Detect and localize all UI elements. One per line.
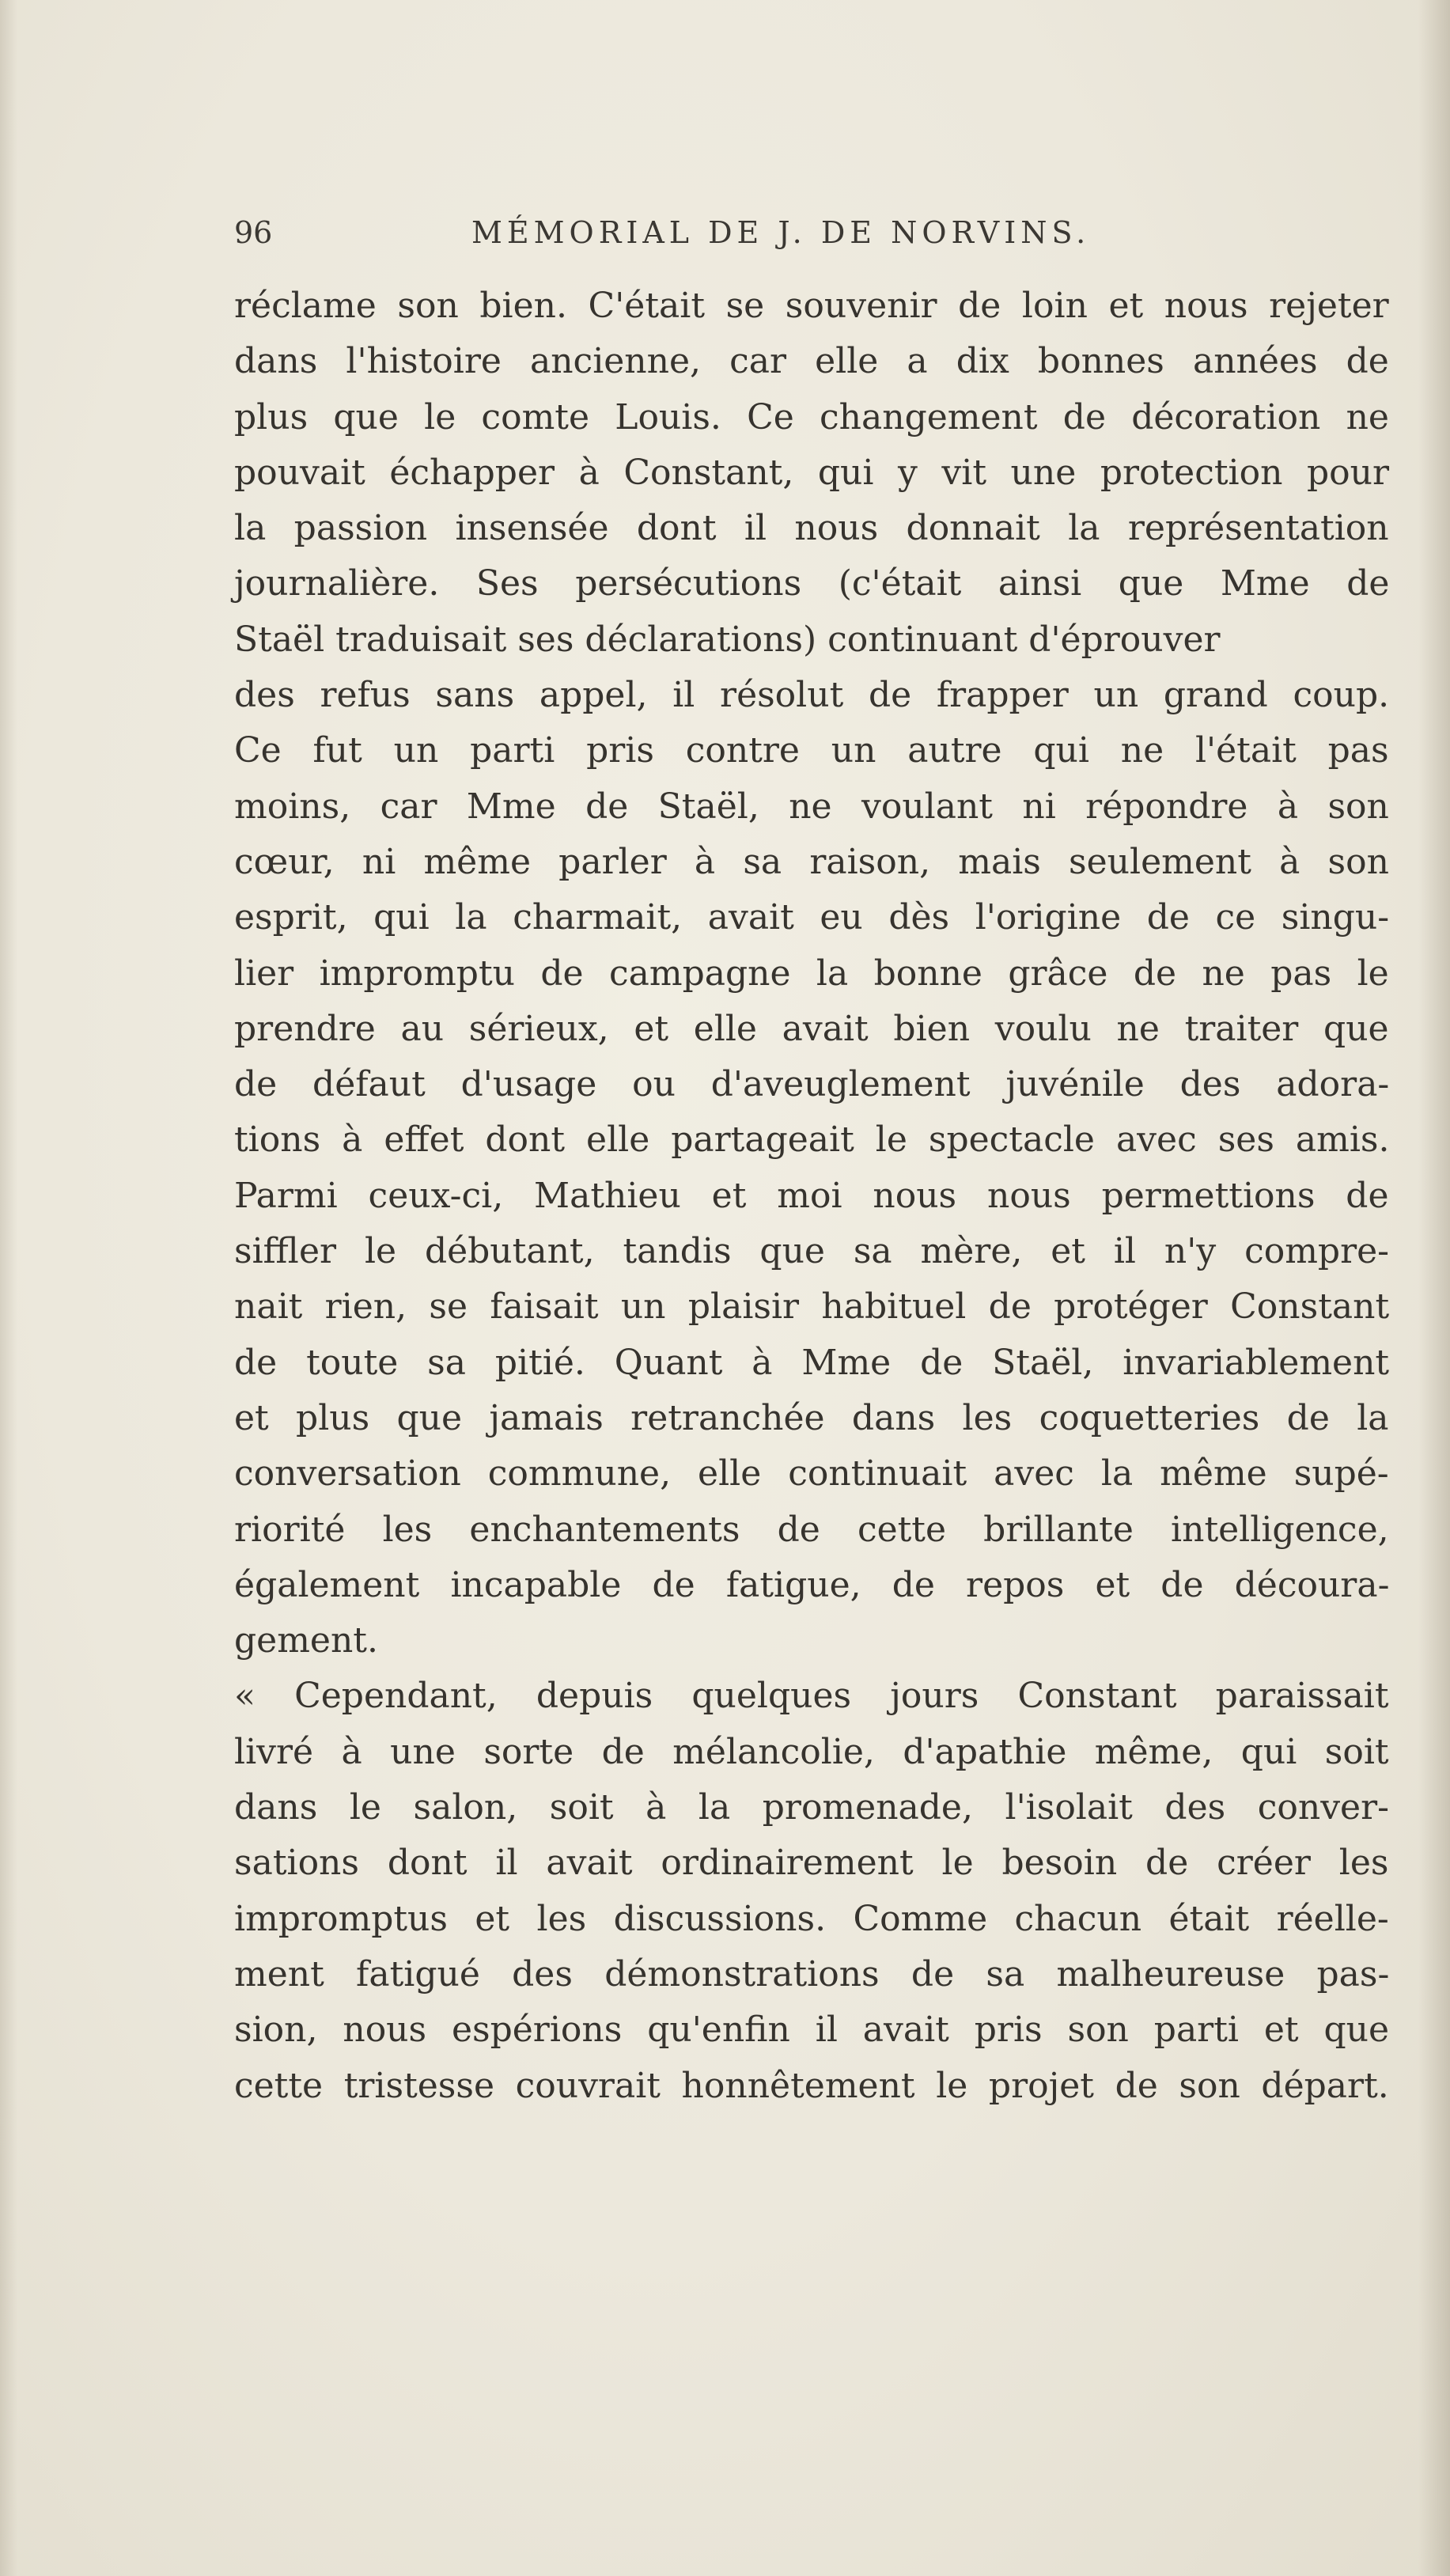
text-line: également incapable de fatigue, de repos et de découra-: [234, 1564, 1390, 1605]
text-line: et plus que jamais retranchée dans les coquetteries de la: [234, 1397, 1389, 1438]
text-line: journalière. Ses persécutions (c'était ainsi que Mme de: [234, 563, 1390, 604]
text-line: « Cependant, depuis quelques jours Constant paraissait: [234, 1676, 1389, 1717]
text-line: pouvait échapper à Constant, qui y vit une protection pour: [234, 452, 1390, 493]
page-right-shadow: [1418, 0, 1450, 2576]
text-line: moins, car Mme de Staël, ne voulant ni répondre à son: [234, 786, 1389, 827]
text-line: nait rien, se faisait un plaisir habituel de protéger Constant: [234, 1286, 1390, 1328]
text-line: la passion insensée dont il nous donnait la représentation: [234, 508, 1389, 549]
text-line: prendre au sérieux, et elle avait bien voulu ne traiter que: [234, 1008, 1389, 1049]
text-line: livré à une sorte de mélancolie, d'apathie même, qui soit: [234, 1731, 1389, 1772]
text-line: gement.: [234, 1620, 378, 1661]
page-header: [234, 215, 1152, 263]
text-line: riorité les enchantements de cette brillante intelligence,: [234, 1509, 1389, 1550]
text-line: de défaut d'usage ou d'aveuglement juvénile des adora-: [234, 1064, 1390, 1105]
text-line: impromptus et les discussions. Comme chacun était réelle-: [234, 1898, 1389, 1939]
text-line: cette tristesse couvrait honnêtement le projet de son départ.: [234, 2065, 1389, 2106]
text-line: Ce fut un parti pris contre un autre qui ne l'était pas: [234, 730, 1389, 771]
text-line: dans l'histoire ancienne, car elle a dix bonnes années de: [234, 341, 1389, 382]
text-line: cœur, ni même parler à sa raison, mais seulement à son: [234, 841, 1389, 882]
page-number: 96: [234, 215, 273, 250]
page-left-shadow: [0, 0, 17, 2576]
text-line: siffler le débutant, tandis que sa mère, et il n'y compre-: [234, 1231, 1390, 1272]
text-line: Parmi ceux-ci, Mathieu et moi nous nous permettions de: [234, 1175, 1389, 1216]
running-title: MÉMORIAL DE J. DE NORVINS.: [471, 215, 1091, 250]
text-line: sion, nous espérions qu'enfin il avait pris son parti et que: [234, 2010, 1390, 2051]
text-line: plus que le comte Louis. Ce changement de décoration ne: [234, 396, 1389, 438]
text-line: de toute sa pitié. Quant à Mme de Staël, invariablement: [234, 1342, 1390, 1383]
text-line: des refus sans appel, il résolut de frapper un grand coup.: [234, 675, 1390, 716]
text-line: dans le salon, soit à la promenade, l'isolait des conver-: [234, 1787, 1389, 1828]
body-text: [234, 278, 1421, 2114]
text-line: Staël traduisait ses déclarations) continuant d'éprouver: [234, 619, 1221, 660]
text-line: conversation commune, elle continuait avec la même supé-: [234, 1453, 1389, 1494]
text-line: esprit, qui la charmait, avait eu dès l'origine de ce singu-: [234, 897, 1390, 938]
text-line: sations dont il avait ordinairement le besoin de créer les: [234, 1843, 1389, 1884]
text-line: lier impromptu de campagne la bonne grâce de ne pas le: [234, 953, 1389, 994]
text-line: tions à effet dont elle partageait le spectacle avec ses amis.: [234, 1119, 1390, 1161]
text-line: ment fatigué des démonstrations de sa malheureuse pas-: [234, 1953, 1390, 1995]
text-line: réclame son bien. C'était se souvenir de loin et nous rejeter: [234, 286, 1389, 326]
